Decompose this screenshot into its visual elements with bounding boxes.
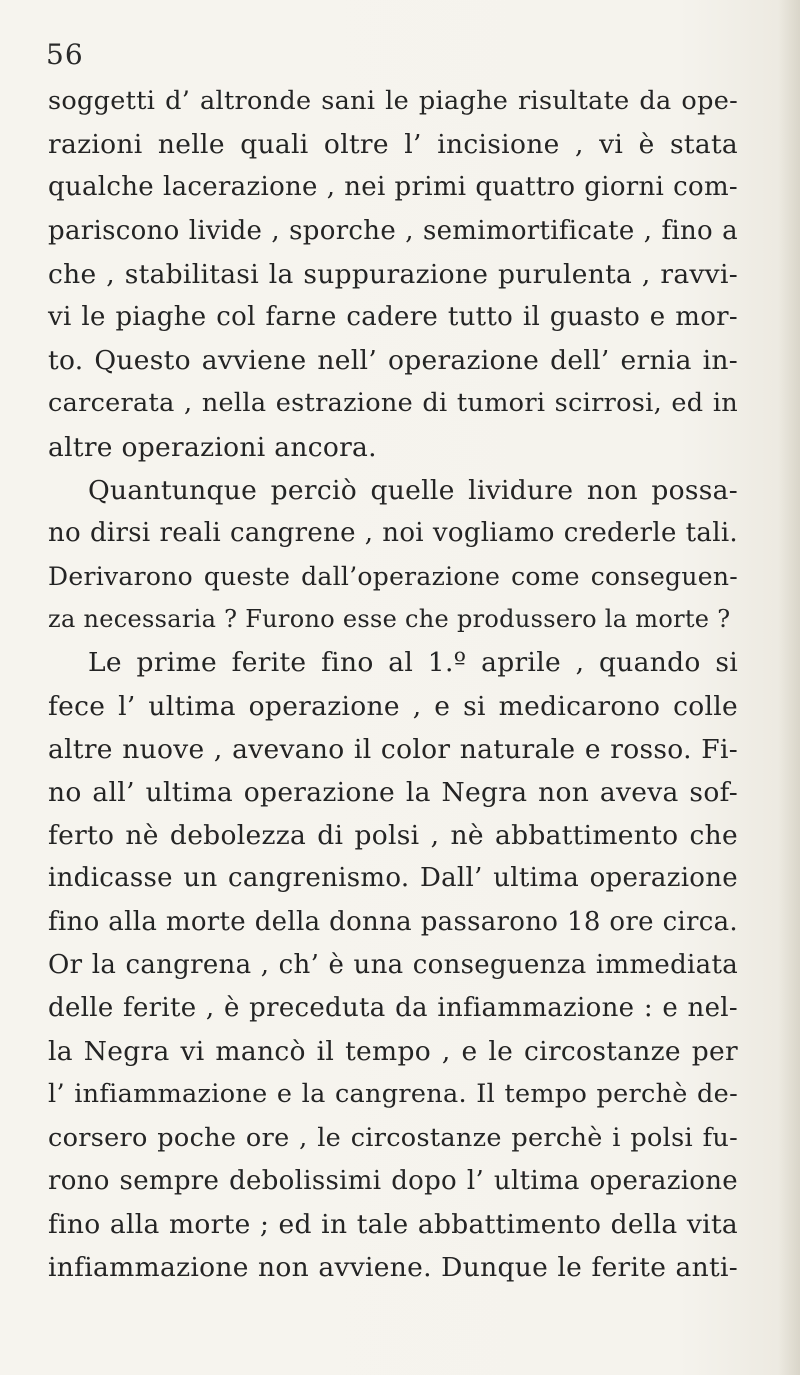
text-line: carcerata , nella estrazione di tumori scirrosi, ed in	[48, 388, 738, 419]
text-line: Quantunque perciò quelle lividure non possa-	[88, 474, 738, 506]
page-edge-shadow	[778, 0, 800, 1375]
text-line: ferto nè debolezza di polsi , nè abbattimento che	[48, 820, 738, 852]
text-line: la Negra vi mancò il tempo , e le circostanze per	[48, 1036, 738, 1068]
text-line: pariscono livide , sporche , semimortificate , fino a	[48, 215, 738, 246]
text-line: altre nuove , avevano il color naturale e rosso. Fi-	[48, 733, 738, 765]
text-line: qualche lacerazione , nei primi quattro giorni com-	[48, 172, 738, 203]
text-line: to. Questo avviene nell’ operazione dell’ ernia in-	[48, 345, 738, 377]
text-line: indicasse un cangrenismo. Dall’ ultima operazione	[48, 863, 738, 894]
text-line: no dirsi reali cangrene , noi vogliamo crederle tali.	[48, 517, 738, 548]
page-number: 56	[46, 38, 84, 71]
text-line: altre operazioni ancora.	[48, 431, 377, 463]
text-line: fino alla morte ; ed in tale abbattimento della vita	[48, 1208, 738, 1240]
text-line: za necessaria ? Furono esse che produssero la morte ?	[48, 605, 731, 634]
text-line: fino alla morte della donna passarono 18 ore circa.	[48, 906, 738, 937]
text-line: razioni nelle quali oltre l’ incisione , vi è stata	[48, 129, 738, 161]
text-line: delle ferite , è preceduta da infiammazione : e nel-	[48, 992, 738, 1023]
text-line: Le prime ferite fino al 1.º aprile , quando si	[88, 647, 738, 679]
text-line: che , stabilitasi la suppurazione purulenta , ravvi-	[48, 258, 738, 290]
text-line: no all’ ultima operazione la Negra non aveva sof-	[48, 777, 738, 808]
text-line: vi le piaghe col farne cadere tutto il guasto e mor-	[48, 301, 738, 332]
text-line: l’ infiammazione e la cangrena. Il tempo perchè de-	[48, 1079, 738, 1110]
text-line: Or la cangrena , ch’ è una conseguenza immediata	[48, 949, 738, 980]
text-line: corsero poche ore , le circostanze perchè i polsi fu-	[48, 1122, 738, 1153]
body-text	[48, 80, 738, 1289]
text-line: fece l’ ultima operazione , e si medicarono colle	[48, 690, 738, 722]
text-line: Derivarono queste dall’operazione come conseguen-	[48, 562, 738, 592]
text-line: soggetti d’ altronde sani le piaghe risultate da ope-	[48, 86, 738, 116]
text-line: infiammazione non avviene. Dunque le ferite anti-	[48, 1252, 738, 1284]
text-line: rono sempre debolissimi dopo l’ ultima operazione	[48, 1165, 738, 1196]
